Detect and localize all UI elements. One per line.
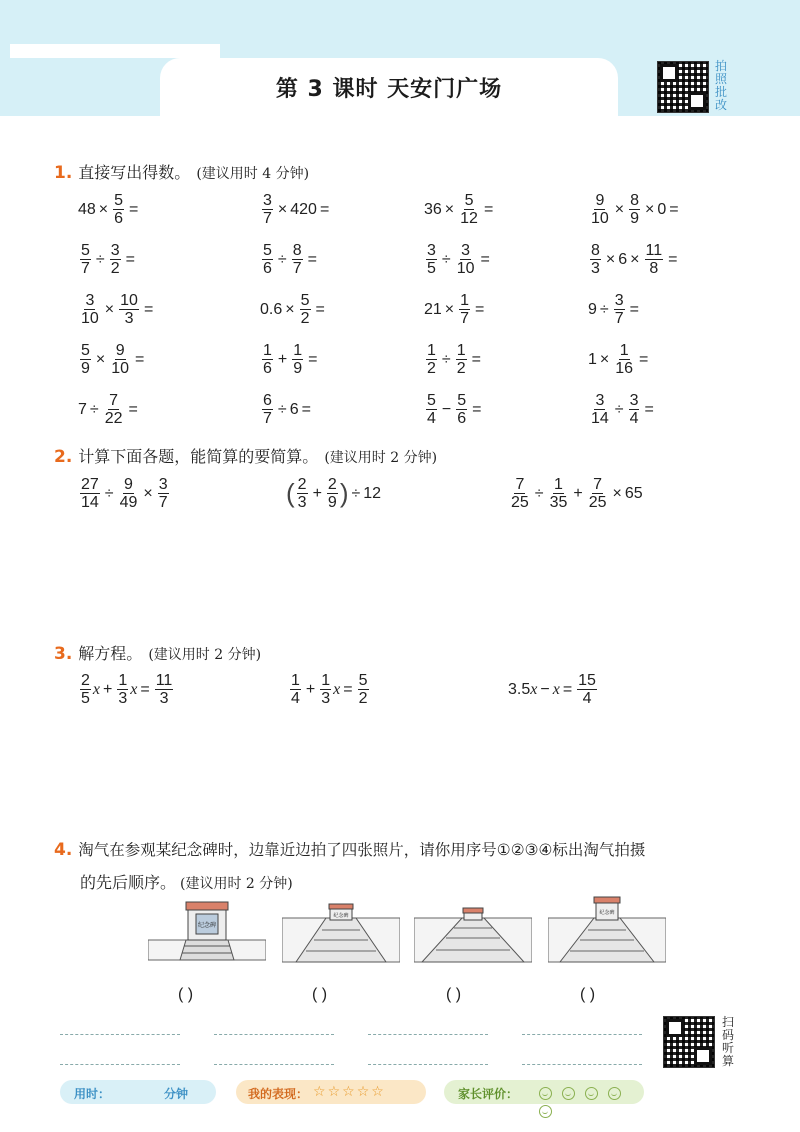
smiley-icon[interactable] bbox=[562, 1087, 575, 1100]
q1-item-3: 36 × $\frac{5}{12}$ = bbox=[424, 192, 494, 227]
q3-hint: (建议用时 2 分钟) bbox=[148, 647, 262, 663]
q4-hint: (建议用时 2 分钟) bbox=[180, 876, 293, 892]
q1-heading bbox=[54, 160, 309, 183]
writing-line bbox=[368, 1064, 488, 1065]
q1-item-1: 48 × $\frac{5}{6}$ = bbox=[78, 192, 139, 227]
star-icon[interactable]: ☆ bbox=[342, 1083, 355, 1099]
q2-number: 2. bbox=[54, 447, 73, 467]
q1-item-11: 21 × $\frac{1}{7}$ = bbox=[424, 292, 485, 327]
answer-blank-4[interactable]: ( ) bbox=[580, 986, 596, 1003]
q3-item-1: $\frac{2}{5}$ x + $\frac{1}{3}$ x = $\frac{11}{3}$ bbox=[81, 672, 173, 707]
q2-hint: (建议用时 2 分钟) bbox=[324, 450, 438, 466]
writing-line bbox=[522, 1064, 642, 1065]
q3-number: 3. bbox=[54, 644, 73, 664]
q1-text: 直接写出得数。 bbox=[78, 163, 191, 182]
parent-label: 家长评价： bbox=[458, 1087, 519, 1101]
qr-code-bottom-icon[interactable] bbox=[663, 1016, 715, 1068]
footer-parent bbox=[444, 1080, 644, 1104]
q2-item-3: $\frac{7}{25}$ ÷ $\frac{1}{35}$ + $\frac{7}{25}$ × 65 bbox=[511, 476, 643, 511]
q4-heading bbox=[54, 838, 764, 893]
smiley-rating[interactable] bbox=[534, 1085, 644, 1121]
q3-item-3: 3.5 x − x = $\frac{15}{4}$ bbox=[508, 672, 596, 707]
q4-number: 4. bbox=[54, 840, 73, 860]
q2-item-1: $\frac{27}{14}$ ÷ $\frac{9}{49}$ × $\frac{3}{7}$ bbox=[81, 476, 168, 511]
q3-heading bbox=[54, 641, 261, 664]
q1-item-7: $\frac{3}{5}$ ÷ $\frac{3}{10}$ = bbox=[427, 242, 490, 277]
q3-text: 解方程。 bbox=[78, 644, 143, 663]
time-unit: 分钟 bbox=[164, 1087, 189, 1101]
q1-number: 1. bbox=[54, 163, 73, 183]
writing-line bbox=[522, 1034, 642, 1035]
q1-item-19: $\frac{5}{4}$ − $\frac{5}{6}$ = bbox=[427, 392, 482, 427]
q1-hint: (建议用时 4 分钟) bbox=[196, 166, 310, 182]
star-icon[interactable]: ☆ bbox=[356, 1083, 370, 1099]
q1-item-16: 1 × $\frac{1}{16}$ = bbox=[588, 342, 649, 377]
q1-item-9: $\frac{3}{10}$ × $\frac{10}{3}$ = bbox=[81, 292, 154, 327]
q1-item-18: $\frac{6}{7}$ ÷ 6 = bbox=[263, 392, 311, 427]
writing-line bbox=[214, 1034, 334, 1035]
q1-item-15: $\frac{1}{2}$ ÷ $\frac{1}{2}$ = bbox=[427, 342, 481, 377]
q4-text-line1: 淘气在参观某纪念碑时，边靠近边拍了四张照片，请你用序号①②③④标出淘气拍摄 bbox=[78, 841, 646, 859]
q4-text-line2: 的先后顺序。 bbox=[80, 873, 177, 892]
footer-performance bbox=[236, 1080, 426, 1104]
q1-item-8: $\frac{8}{3}$ × 6 × $\frac{11}{8}$ = bbox=[591, 242, 678, 277]
photo-1-label: 纪念碑 bbox=[197, 922, 217, 929]
q1-item-10: 0.6 × $\frac{5}{2}$ = bbox=[260, 292, 325, 327]
performance-label: 我的表现： bbox=[248, 1087, 309, 1101]
header-tab bbox=[10, 44, 220, 58]
page-title: 第 3 课时 天安门广场 bbox=[275, 77, 503, 102]
star-rating[interactable] bbox=[312, 1083, 385, 1101]
photo-2 bbox=[282, 900, 400, 964]
q2-text: 计算下面各题，能简算的要简算。 bbox=[78, 447, 319, 466]
q1-item-12: 9 ÷ $\frac{3}{7}$ = bbox=[588, 292, 639, 327]
q1-item-14: $\frac{1}{6}$ + $\frac{1}{9}$ = bbox=[263, 342, 318, 377]
time-label: 用时： bbox=[74, 1087, 111, 1101]
footer-time bbox=[60, 1080, 216, 1104]
star-icon[interactable]: ☆ bbox=[313, 1083, 326, 1099]
q1-item-6: $\frac{5}{6}$ ÷ $\frac{8}{7}$ = bbox=[263, 242, 317, 277]
smiley-icon[interactable] bbox=[585, 1087, 598, 1100]
answer-blank-3[interactable]: ( ) bbox=[446, 986, 462, 1003]
star-icon[interactable]: ☆ bbox=[327, 1083, 341, 1099]
qr-label-top: 拍 照 批 改 bbox=[714, 59, 727, 112]
q2-heading bbox=[54, 444, 437, 467]
answer-blank-2[interactable]: ( ) bbox=[312, 986, 328, 1003]
smiley-icon[interactable] bbox=[608, 1087, 621, 1100]
q1-item-20: $\frac{3}{14}$ ÷ $\frac{3}{4}$ = bbox=[591, 392, 654, 427]
q3-item-2: $\frac{1}{4}$ + $\frac{1}{3}$ x = $\frac{5}{2}$ bbox=[291, 672, 368, 707]
photo-2-label: 纪念碑 bbox=[333, 913, 349, 919]
photo-1-steps bbox=[180, 940, 234, 960]
photo-1 bbox=[148, 896, 266, 964]
photo-3 bbox=[414, 904, 532, 964]
answer-blank-1[interactable]: ( ) bbox=[178, 986, 194, 1003]
writing-line bbox=[368, 1034, 488, 1035]
star-icon[interactable]: ☆ bbox=[371, 1083, 384, 1099]
writing-line bbox=[60, 1064, 180, 1065]
q1-item-4: $\frac{9}{10}$ × $\frac{8}{9}$ × 0 = bbox=[591, 192, 679, 227]
smiley-icon[interactable] bbox=[539, 1087, 552, 1100]
q1-item-17: 7 ÷ $\frac{7}{22}$ = bbox=[78, 392, 138, 427]
writing-line bbox=[214, 1064, 334, 1065]
writing-line bbox=[60, 1034, 180, 1035]
photo-4 bbox=[548, 894, 666, 964]
q2-item-2: ( $\frac{2}{3}$ + $\frac{2}{9}$ ) ÷ 12 bbox=[286, 476, 382, 511]
q1-item-13: $\frac{5}{9}$ × $\frac{9}{10}$ = bbox=[81, 342, 145, 377]
photo-4-label: 纪念碑 bbox=[599, 910, 615, 916]
q1-item-2: $\frac{3}{7}$ × 420 = bbox=[263, 192, 330, 227]
q1-item-5: $\frac{5}{7}$ ÷ $\frac{3}{2}$ = bbox=[81, 242, 135, 277]
qr-code-icon[interactable] bbox=[657, 61, 709, 113]
smiley-icon[interactable] bbox=[539, 1105, 552, 1118]
qr-label-bottom: 扫 码 听 算 bbox=[721, 1015, 734, 1068]
